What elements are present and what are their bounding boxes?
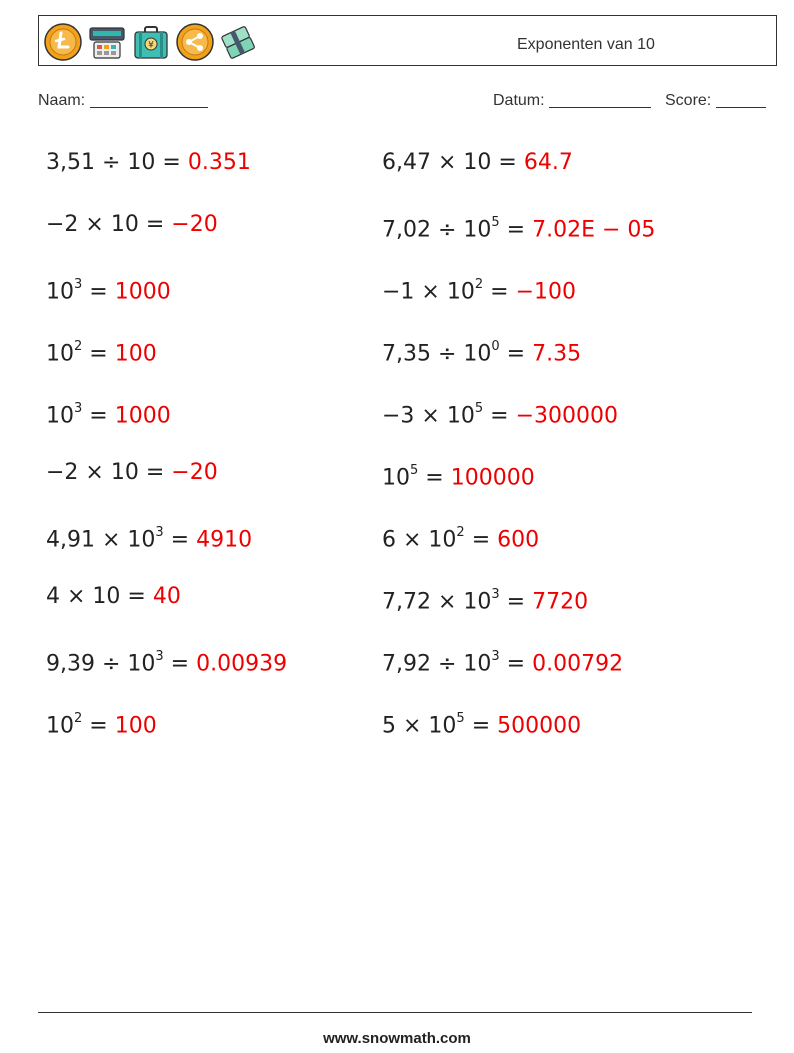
exponent: 0: [491, 339, 500, 354]
problem-item: [382, 397, 618, 430]
problem-item: [46, 149, 251, 177]
svg-text:¥: ¥: [148, 40, 154, 51]
problem-item: [382, 211, 655, 244]
exponent: 3: [74, 277, 83, 292]
problem-answer: −20: [171, 460, 218, 485]
exponent: 3: [155, 525, 164, 540]
problem-answer: 7.02E − 05: [532, 217, 656, 243]
problem-answer: 100: [114, 341, 157, 367]
problem-question: 3,51 ÷ 10 =: [46, 150, 188, 175]
problem-item: [46, 583, 181, 611]
problem-answer: 7720: [532, 589, 589, 615]
problem-question: 10: [46, 403, 74, 429]
icon-row: [43, 22, 259, 62]
problem-question: 9,39 ÷ 10: [46, 651, 156, 677]
problem-answer: 500000: [497, 713, 582, 739]
problem-answer: −20: [171, 212, 218, 237]
score-label: Score:: [665, 92, 712, 109]
problem-answer: 1000: [114, 403, 171, 429]
problem-answer: 600: [497, 527, 540, 553]
problem-answer: 0.351: [187, 150, 251, 175]
problem-question: 7,02 ÷ 10: [382, 217, 492, 243]
problem-answer: 0.00792: [532, 651, 624, 677]
problem-item: [46, 645, 287, 678]
problem-question: 7,35 ÷ 10: [382, 341, 492, 367]
date-field: [493, 92, 651, 110]
page-title: Exponenten van 10: [517, 36, 655, 53]
name-blank[interactable]: [90, 93, 208, 108]
problem-item: [382, 583, 588, 616]
equals-sign: =: [499, 589, 533, 615]
problem-question: 7,72 × 10: [382, 589, 492, 615]
problem-item: [46, 273, 171, 306]
equals-sign: =: [418, 465, 451, 491]
problem-question: −2 × 10 =: [46, 212, 172, 237]
problem-answer: 100: [114, 713, 157, 739]
problem-item: [382, 645, 623, 678]
problem-question: 6,47 × 10 =: [382, 150, 524, 175]
problem-answer: 4910: [196, 527, 253, 553]
equals-sign: =: [499, 217, 533, 243]
equals-sign: =: [499, 341, 533, 367]
problem-question: 5 × 10: [382, 713, 457, 739]
problem-item: [46, 459, 218, 487]
problem-question: 10: [46, 341, 74, 367]
problem-item: [382, 521, 539, 554]
problem-question: 10: [46, 713, 74, 739]
problem-answer: 64.7: [523, 150, 573, 175]
exponent: 3: [491, 587, 500, 602]
equals-sign: =: [464, 527, 498, 553]
litecoin-icon: [43, 22, 83, 62]
name-field: [38, 92, 208, 110]
problem-question: 4 × 10 =: [46, 584, 153, 609]
money-stack-icon: [219, 22, 259, 62]
problem-item: [382, 459, 535, 492]
problem-question: 10: [46, 279, 74, 305]
share-coin-icon: [175, 22, 215, 62]
equals-sign: =: [464, 713, 498, 739]
equals-sign: =: [499, 651, 533, 677]
problem-item: [46, 335, 157, 368]
equals-sign: =: [82, 341, 115, 367]
problem-question: −3 × 10: [382, 403, 475, 429]
exponent: 3: [491, 649, 500, 664]
problem-answer: 100000: [450, 465, 535, 491]
problem-item: [46, 521, 252, 554]
date-blank[interactable]: [549, 93, 651, 108]
footer-url: www.snowmath.com: [323, 1030, 471, 1047]
problem-item: [46, 211, 218, 239]
problem-answer: 40: [152, 584, 181, 609]
problem-question: 4,91 × 10: [46, 527, 156, 553]
problem-answer: −100: [515, 279, 576, 305]
score-field: [665, 92, 766, 110]
problem-answer: −300000: [515, 403, 618, 429]
yen-briefcase-icon: [131, 22, 171, 62]
exponent: 5: [474, 401, 484, 416]
name-label: Naam:: [38, 92, 86, 109]
exponent: 5: [410, 463, 419, 478]
equals-sign: =: [483, 279, 516, 305]
equals-sign: =: [82, 403, 115, 429]
problem-item: [382, 707, 581, 740]
problem-question: −2 × 10 =: [46, 460, 172, 485]
problem-question: −1 × 10: [382, 279, 475, 305]
exponent: 2: [474, 277, 484, 292]
exponent: 3: [74, 401, 83, 416]
exponent: 5: [456, 711, 465, 726]
equals-sign: =: [163, 651, 197, 677]
problem-item: [46, 707, 157, 740]
problem-question: 10: [382, 465, 410, 491]
date-label: Datum:: [493, 92, 545, 109]
score-blank[interactable]: [716, 93, 766, 108]
cash-register-icon: [87, 22, 127, 62]
header-box: [38, 15, 777, 66]
problem-item: [382, 149, 573, 177]
exponent: 3: [155, 649, 164, 664]
exponent: 2: [456, 525, 465, 540]
equals-sign: =: [82, 713, 115, 739]
problem-answer: 0.00939: [196, 651, 288, 677]
exponent: 2: [74, 339, 83, 354]
exponent: 2: [74, 711, 83, 726]
problem-answer: 7.35: [532, 341, 582, 367]
equals-sign: =: [483, 403, 516, 429]
problem-question: 6 × 10: [382, 527, 457, 553]
problem-item: [382, 273, 576, 306]
problem-item: [46, 397, 171, 430]
problem-item: [382, 335, 581, 368]
equals-sign: =: [82, 279, 115, 305]
equals-sign: =: [163, 527, 197, 553]
problem-question: 7,92 ÷ 10: [382, 651, 492, 677]
problem-answer: 1000: [114, 279, 171, 305]
footer-divider: [38, 1012, 752, 1013]
exponent: 5: [491, 215, 500, 230]
